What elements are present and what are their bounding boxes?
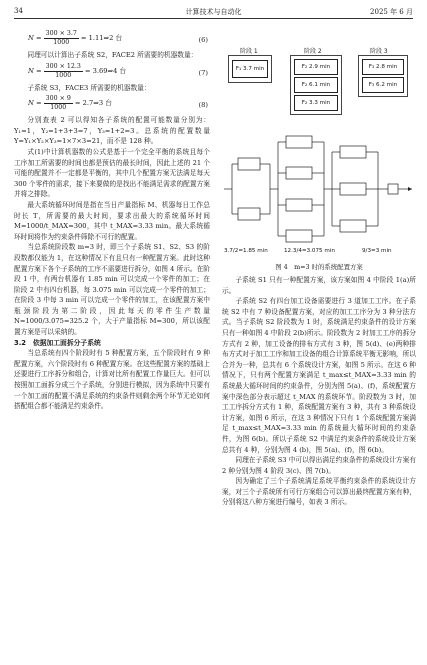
issue-date: 2025 年 6 月 [370,8,413,16]
stage-label: 阶段 1 [240,48,258,55]
stage-1-box-group [228,55,272,83]
process-box: F₃ 2.8 min [362,59,404,75]
stage-label: 阶段 3 [370,48,388,55]
paragraph: 式(1)中计算机器数的公式是基于一个完全平衡的系统且每个工序加工所需要的时间也都是预估的最长时间，因此上述的 21 个可能的配置并不一定都是平衡的，其中几个配置方案无法满足每天 300 个零件的需求，接下来要做的是找出不能满足需求的配置方案并将之排除。 [14,147,210,199]
process-box: F₂ 6.1 min [294,77,338,93]
paragraph: 子系统 S2 有四台加工设备需要进行 3 道加工工序。在子系统 S2 中有 7 种设备配置方案，对应的加工工序分为 3 种分法方式。当子系统 S2 阶段数为 1 时，系统满足约束条件的设计方案只有一种如图 4 中阶段 2(b)所示。阶段数为 2 时加工工序的拆分方式有 2 种，加工设备的排布方式有 3 种，图 5(d)、(e)两种排布方式对于加工工序和加工设备的组合计算系统平衡无影响，所以合并为一种，总共有 6 个系统设计方案，如图 5 所示。在这 6 种情况下，只有两个配置方案满足 t_max≤t_MAX=3.33 min 的系统最大循环时间的约束条件，分别为图 5(a)、(f)，系统配置方案中深色部分表示超过 t_MAX 的系统环节。阶段数为 3 时，加工工序拆分方式有 1 种，系统配置方案有 3 种，共有 3 种系统设计方案，如图 6 所示，在这 3 种情况下只有 1 个系统配置方案满足 t_max≤t_MAX=3.33 min 的系统最大循环时间的约束条件，为图 6(b)。所以子系统 S2 中满足约束条件的系统设计方案总共有 4 种，分别为图 4 (b)，图 5(a)、(f)，图 6(b)。 [222,297,416,454]
machine-flow-diagram [222,134,416,244]
right-column [222,275,416,508]
process-box: F₂ 2.9 min [294,59,338,75]
stage-1-cycle-time: 3.7/2=1.85 min [224,248,268,254]
paragraph: 最大系统循环时间是指在当日产量指标 M、机器每日工作总时长 T，所需要的最大时间，要求出最大的系统循环时间 M=1000/t_MAX=300，其中 t_MAX=3.33 min。最大系统循环时间将作为约束条件筛除不可行的配置。 [14,200,210,241]
paragraph: 子系统 S1 只有一种配置方案，该方案如图 4 中阶段 1(a)所示。 [222,276,416,295]
stage-3-cycle-time: 9/3=3 min [362,248,392,254]
process-box: F₂ 3.3 min [294,95,338,111]
figure-caption: 图 4 m=3 时的系统配置方案 [275,263,363,271]
paragraph: 当总系统阶段数 m=3 时，即三个子系统 S1、S2、S3 的阶段数都仅能为 1，在这种情况下有且只有一种配置方案。此时这种配置方案下各个子系统的工序不需要进行拆分，如图 4 所示。在阶段 1 中，有两台机器有 1.85 min 可以完成一个零件的加工；在阶段 2 中有四台机器，每 3.075 min 可以完成一个零件的加工；在阶段 3 中每 3 min 可以完成一个零件的加工，在该配置方案中瓶颈阶段为第二阶段，因此每天的零件生产数量 N=1000/3.075=325.2 个，大于产量指标 M=300，所以该配置方案是可以采纳的。 [14,243,210,337]
section-heading: 3.2 依据加工面拆分子系统 [14,338,101,347]
stage-3-box-group [358,55,408,97]
paragraph: 同理可以计算出子系统 S2，FACE2 所需要的机器数量： [27,51,198,59]
stage-label: 阶段 2 [304,48,322,55]
process-box: F₁ 3.7 min [232,60,268,78]
equation-7: N = $\frac{300 \times 12.3}{1000}$ = 3.69⇒4 台 (7) [28,62,208,79]
paragraph: 同理在子系统 S3 中可以得出满足约束条件的系统设计方案有 2 种分别为图 4 阶段 3(c)、图 7(b)。 [222,456,416,475]
stage-2-box-group [290,55,342,115]
figure-4 [222,24,416,256]
journal-title: 计算技术与自动化 [185,8,242,16]
page-header [14,6,413,19]
equation-8: N = $\frac{300 \times 9}{1000}$ = 2.7⇒3 台 (8) [28,95,208,112]
left-column [14,28,210,412]
equation-6: N = $\frac{300 \times 3.7}{1000}$ = 1.11⇒2 台 (6) [28,30,208,46]
paragraph: 因为确定了三个子系统满足系统平衡约束条件的系统设计方案，对三个子系统所有可行方案组合可以算出最终配置方案有种，分别将这八种方案进行编号，如表 3 所示。 [222,477,416,507]
paragraph: 当总系统有四个阶段时有 5 种配置方案，五个阶段时有 9 种配置方案，六个阶段时有 6 种配置方案。在这些配置方案的基础上还要进行工序拆分和组合，计算对比所有配置工作量巨大。但可以按照加工面拆分成三个子系统，分别进行模拟，因为系统中只要有一个加工面的配置不满足系统的约束条件则剩余两个环节无论如何搭配组合都不能满足约束条件。 [14,349,210,411]
stage-2-cycle-time: 12.3/4=3.075 min [284,248,335,254]
page-number: 34 [14,7,23,15]
process-box: F₃ 6.2 min [362,77,404,93]
paragraph: 子系统 S3，FACE3 所需要的机器数量： [27,83,151,92]
paragraph: 分别查表 2 可以得知各子系统的配置可能数量分别为：Y₁=1，Y₂=1+3+3=7，Y₃=1+2=3。总系统的配置数量 Y=Y₁×Y₂×Y₃=1×7×3=21，而不是 128 种。 [14,116,210,146]
